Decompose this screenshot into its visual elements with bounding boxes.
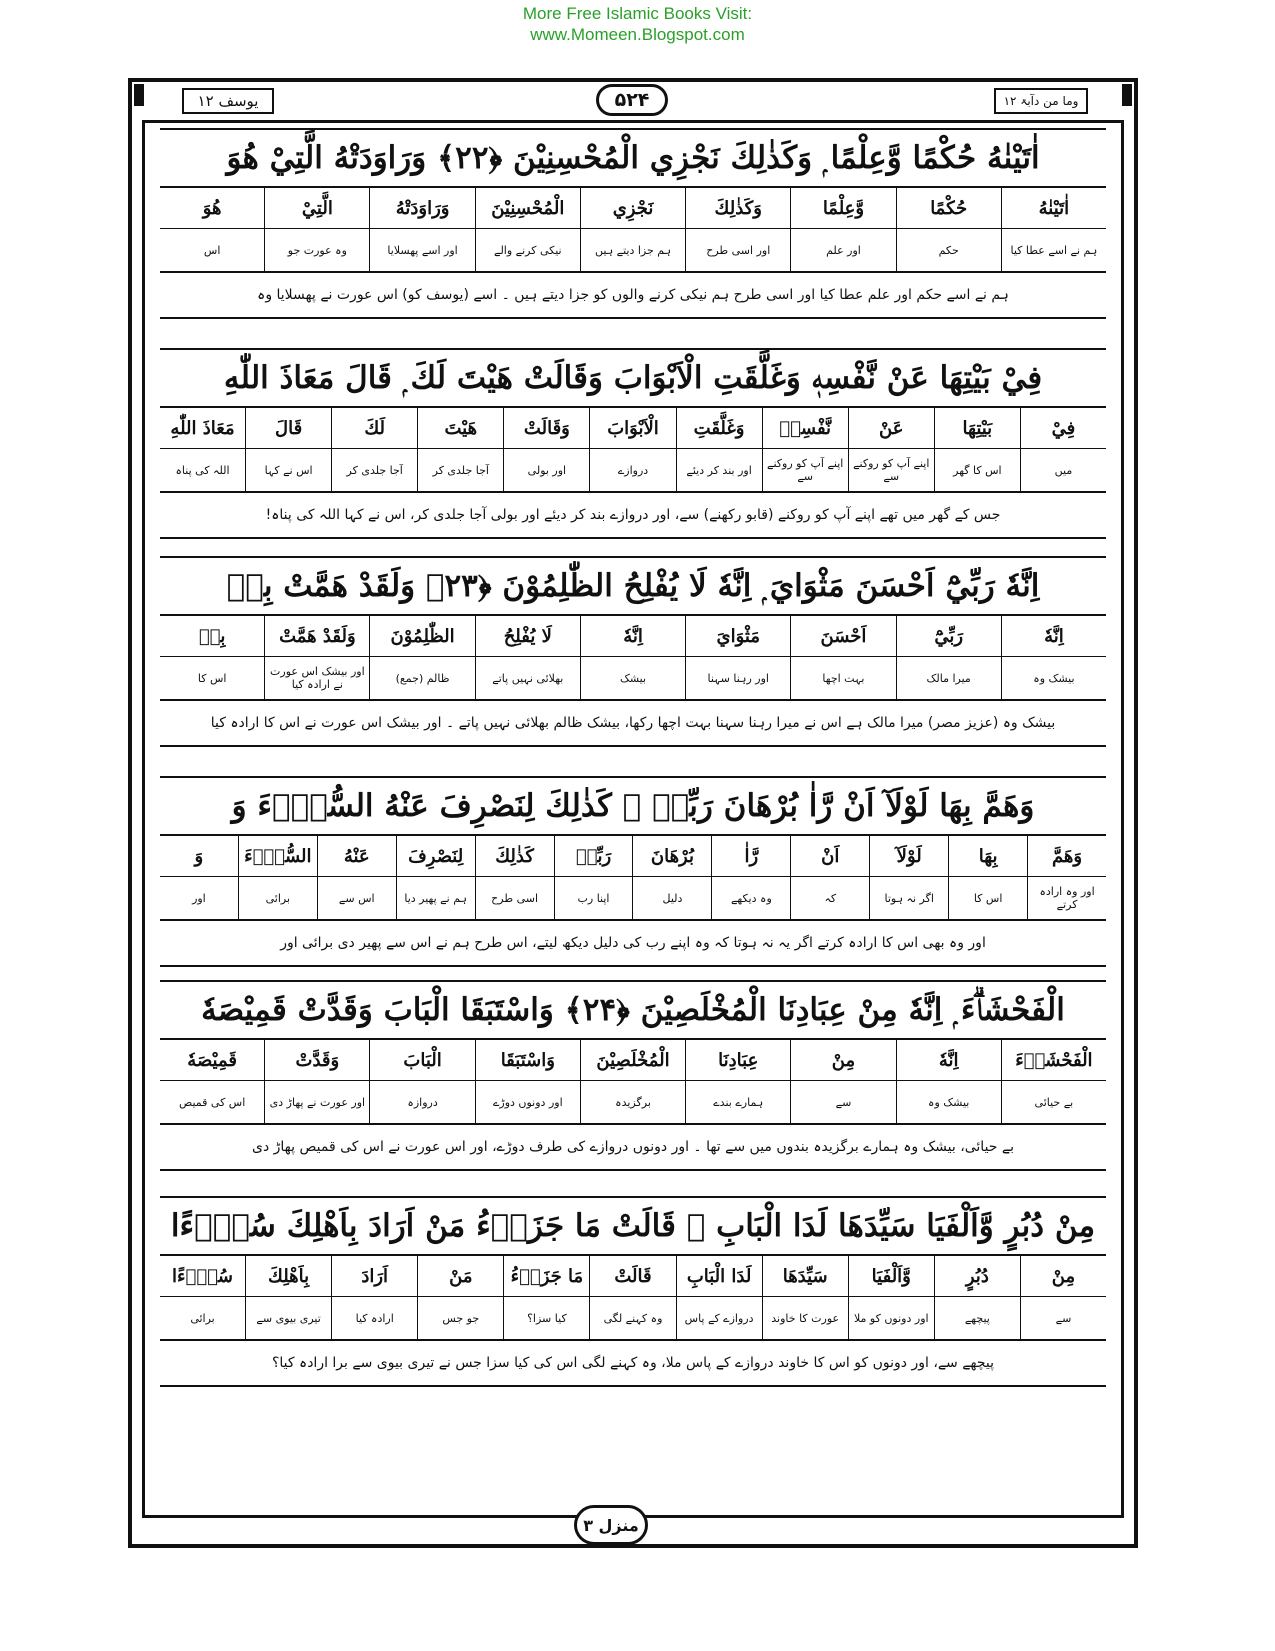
urdu-meaning: ارادہ کیا: [355, 1311, 394, 1325]
urdu-meaning: برگزیدہ: [615, 1095, 651, 1109]
arabic-word: رَبِّيْٓ: [897, 616, 1001, 657]
arabic-word: فِيْ: [1021, 408, 1106, 449]
arabic-verse-line: الْفَحْشَاۗءَ ۭ اِنَّهٗ مِنْ عِبَادِنَا الْمُخْلَصِيْنَ ﴿۲۴﴾ وَاسْتَبَقَا الْبَابَ وَقَدَّتْ قَمِيْصَهٗ: [160, 980, 1106, 1038]
word-cell: [264, 1040, 369, 1123]
urdu-meaning: آجا جلدی کر: [346, 463, 403, 477]
arabic-word: وَغَلَّقَتِ: [677, 408, 762, 449]
arabic-word: وَّاَلْفَيَا: [849, 1256, 934, 1297]
urdu-meaning: دروازہ: [407, 1095, 438, 1109]
urdu-translation: جس کے گھر میں تھے اپنے آپ کو روکنے (قابو رکھنے) سے، اور دروازے بند کر دیئے اور بولی آجا جلدی کر، اس نے کہا اللہ کی پناہ!: [160, 493, 1106, 539]
urdu-meaning: کہ: [824, 891, 837, 905]
urdu-meaning: اور بولی: [527, 463, 567, 477]
word-cell: [848, 1256, 934, 1339]
arabic-word: وَلَقَدْ هَمَّتْ: [265, 616, 369, 657]
urdu-meaning: اور رہنا سہنا: [707, 671, 769, 685]
urdu-meaning: بیشک: [620, 671, 647, 685]
word-cell: [160, 616, 264, 699]
arabic-word: رَبِّهٖ: [555, 836, 633, 877]
arabic-word: الْمُخْلَصِيْنَ: [581, 1040, 685, 1081]
arabic-word: بُرْهَانَ: [633, 836, 711, 877]
arabic-word: وَرَاوَدَتْهُ: [370, 188, 474, 229]
arabic-word: اِنَّهٗ: [897, 1040, 1001, 1081]
word-cell: [676, 408, 762, 491]
arabic-verse-line: وَهَمَّ بِهَا لَوْلَآ اَنْ رَّاٰ بُرْهَانَ رَبِّهٖ ۭ كَذٰلِكَ لِنَصْرِفَ عَنْهُ السُّوْۗءَ وَ: [160, 776, 1106, 834]
urdu-translation: بیشک وہ (عزیز مصر) میرا مالک ہے اس نے میرا رہنا سہنا بہت اچھا رکھا، بیشک ظالم بھلائی نہیں پاتے ۔ اور بیشک اس عورت نے اس کا ارادہ کیا: [160, 701, 1106, 747]
arabic-word: اِنَّهٗ: [581, 616, 685, 657]
arabic-word: السُّوْۗءَ: [239, 836, 317, 877]
urdu-meaning: ہم نے پھیر دیا: [404, 891, 467, 905]
word-cell: [475, 616, 580, 699]
word-cell: [160, 1256, 245, 1339]
arabic-word: وَ: [160, 836, 238, 877]
word-cell: [369, 616, 474, 699]
urdu-meaning: اس کی قمیص: [179, 1095, 246, 1109]
urdu-meaning: اگر نہ ہوتا: [884, 891, 934, 905]
word-cell: [1001, 1040, 1106, 1123]
word-cell: [589, 1256, 675, 1339]
word-cell: [632, 836, 711, 919]
urdu-meaning: اس کا گھر: [953, 463, 1002, 477]
word-cell: [790, 188, 895, 271]
arabic-word: وَقَالَتْ: [504, 408, 589, 449]
word-cell: [331, 1256, 417, 1339]
urdu-meaning: پیچھے: [964, 1311, 990, 1325]
word-cell: [264, 188, 369, 271]
verse-section: [160, 128, 1106, 319]
word-cell: [317, 836, 396, 919]
arabic-word: سَيِّدَهَا: [763, 1256, 848, 1297]
promo-link[interactable]: www.Momeen.Blogspot.com: [530, 25, 745, 44]
word-cell: [238, 836, 317, 919]
arabic-word: دُبُرٍ: [935, 1256, 1020, 1297]
arabic-word: اَحْسَنَ: [791, 616, 895, 657]
word-cell: [369, 188, 474, 271]
word-cell: [762, 1256, 848, 1339]
arabic-word: قَالَ: [246, 408, 331, 449]
word-cell: [1001, 616, 1106, 699]
word-cell: [790, 616, 895, 699]
arabic-word: نَجْزِي: [581, 188, 685, 229]
arabic-word: سُوْۗءًا: [160, 1256, 245, 1297]
urdu-meaning: ہم نے اسے عطا کیا: [1010, 243, 1098, 257]
urdu-meaning: اور اسی طرح: [706, 243, 771, 257]
word-by-word-grid: [160, 406, 1106, 493]
arabic-word: لِنَصْرِفَ: [397, 836, 475, 877]
word-cell: [790, 836, 869, 919]
urdu-translation: ہم نے اسے حکم اور علم عطا کیا اور اسی طرح ہم نیکی کرنے والوں کو جزا دیتے ہیں ۔ اسے (یوسف کو) اس عورت نے پھسلایا وہ: [160, 273, 1106, 319]
word-cell: [160, 836, 238, 919]
word-cell: [503, 1256, 589, 1339]
word-cell: [245, 408, 331, 491]
arabic-word: عَنْهُ: [318, 836, 396, 877]
arabic-word: هَيْتَ: [418, 408, 503, 449]
arabic-verse-line: فِيْ بَيْتِهَا عَنْ نَّفْسِهٖ وَغَلَّقَتِ الْاَبْوَابَ وَقَالَتْ هَيْتَ لَكَ ۭ قَالَ مَعَاذَ اللّٰهِ: [160, 348, 1106, 406]
urdu-meaning: ہمارے بندے: [713, 1095, 764, 1109]
arabic-word: بِاَهْلِكَ: [246, 1256, 331, 1297]
arabic-word: مِنْ: [791, 1040, 895, 1081]
word-cell: [711, 836, 790, 919]
word-cell: [848, 408, 934, 491]
corner-ornament: [1122, 84, 1132, 106]
arabic-word: لَا يُفْلِحُ: [476, 616, 580, 657]
urdu-meaning: اور اسے پھسلایا: [387, 243, 458, 257]
urdu-meaning: بیشک وہ: [928, 1095, 970, 1109]
urdu-meaning: برائی: [190, 1311, 215, 1325]
arabic-word: لَكَ: [332, 408, 417, 449]
arabic-word: اَنْ: [791, 836, 869, 877]
arabic-word: الْمُحْسِنِيْنَ: [476, 188, 580, 229]
corner-ornament: [134, 84, 144, 106]
word-cell: [1020, 408, 1106, 491]
urdu-meaning: وہ کہنے لگی: [603, 1311, 663, 1325]
urdu-translation: اور وہ بھی اس کا ارادہ کرتے اگر یہ نہ ہوتا کہ وہ اپنے رب کی دلیل دیکھ لیتے، اس طرح ہم نے اس سے پھیر دی برائی اور: [160, 921, 1106, 967]
urdu-meaning: برائی: [265, 891, 291, 905]
word-by-word-grid: [160, 614, 1106, 701]
urdu-meaning: عورت کا خاوند: [771, 1311, 840, 1325]
urdu-meaning: دروازے: [617, 463, 649, 477]
promo-line-1: More Free Islamic Books Visit:: [522, 4, 753, 23]
arabic-word: وَّعِلْمًا: [791, 188, 895, 229]
verse-section: [160, 980, 1106, 1171]
word-cell: [160, 1040, 264, 1123]
word-cell: [160, 408, 245, 491]
urdu-meaning: سے: [835, 1095, 852, 1109]
word-cell: [685, 188, 790, 271]
arabic-word: بَيْتِهَا: [935, 408, 1020, 449]
urdu-meaning: اور: [192, 891, 206, 905]
arabic-word: هُوَ: [160, 188, 264, 229]
page-number: ۵۲۴: [596, 84, 668, 116]
urdu-meaning: بے حیائی: [1034, 1095, 1074, 1109]
arabic-word: نَّفْسِهٖ: [763, 408, 848, 449]
urdu-meaning: اور علم: [826, 243, 861, 257]
word-cell: [589, 408, 675, 491]
arabic-word: مَثْوَايَ: [686, 616, 790, 657]
verse-section: [160, 776, 1106, 967]
urdu-meaning: جو جس: [442, 1311, 480, 1325]
manzil-marker: منزل ۳: [574, 1505, 648, 1545]
urdu-meaning: وہ دیکھے: [730, 891, 772, 905]
arabic-word: الْاَبْوَابَ: [590, 408, 675, 449]
urdu-meaning: اور عورت نے پھاڑ دی: [269, 1095, 366, 1109]
word-cell: [554, 836, 633, 919]
word-cell: [790, 1040, 895, 1123]
word-cell: [948, 836, 1027, 919]
urdu-meaning: اس کا: [197, 671, 227, 685]
arabic-word: وَقَدَّتْ: [265, 1040, 369, 1081]
word-cell: [580, 616, 685, 699]
arabic-word: الْفَحْشَاۗءَ: [1002, 1040, 1106, 1081]
arabic-word: لَوْلَآ: [870, 836, 948, 877]
urdu-meaning: دروازے کے پاس: [684, 1311, 754, 1325]
urdu-meaning: دلیل: [662, 891, 683, 905]
urdu-meaning: بیشک وہ: [1033, 671, 1075, 685]
urdu-meaning: اس کا: [973, 891, 1003, 905]
arabic-word: قَمِيْصَهٗ: [160, 1040, 264, 1081]
word-cell: [160, 188, 264, 271]
word-cell: [685, 1040, 790, 1123]
urdu-meaning: سے: [1055, 1311, 1072, 1325]
word-cell: [369, 1040, 474, 1123]
arabic-word: رَّاٰ: [712, 836, 790, 877]
word-cell: [896, 616, 1001, 699]
arabic-word: اَرَادَ: [332, 1256, 417, 1297]
urdu-meaning: بہت اچھا: [822, 671, 865, 685]
word-by-word-grid: [160, 834, 1106, 921]
urdu-meaning: اللہ کی پناہ: [175, 463, 230, 477]
urdu-meaning: آجا جلدی کر: [432, 463, 489, 477]
word-cell: [934, 1256, 1020, 1339]
urdu-meaning: اپنے آپ کو روکنے سے: [767, 457, 844, 483]
surah-label: یوسف ۱۲: [182, 88, 274, 114]
urdu-translation: بے حیائی، بیشک وہ ہمارے برگزیدہ بندوں میں سے تھا ۔ اور دونوں دروازے کی طرف دوڑے، اور اس عورت نے اس کی قمیص پھاڑ دی: [160, 1125, 1106, 1171]
arabic-word: مَا جَزَاۗءُ: [504, 1256, 589, 1297]
urdu-meaning: ہم جزا دیتے ہیں: [595, 243, 672, 257]
word-cell: [475, 1040, 580, 1123]
urdu-meaning: کیا سزا؟: [527, 1311, 567, 1325]
word-cell: [676, 1256, 762, 1339]
word-cell: [331, 408, 417, 491]
urdu-meaning: اور دونوں دوڑے: [492, 1095, 563, 1109]
urdu-meaning: ظالم (جمع): [395, 671, 450, 685]
verse-section: [160, 556, 1106, 747]
word-cell: [580, 1040, 685, 1123]
word-cell: [869, 836, 948, 919]
arabic-verse-line: اِنَّهٗ رَبِّيْٓ اَحْسَنَ مَثْوَايَ ۭ اِنَّهٗ لَا يُفْلِحُ الظّٰلِمُوْنَ ﴿۲۳﴾ وَلَقَدْ هَمَّتْ بِهٖ: [160, 556, 1106, 614]
arabic-word: اِنَّهٗ: [1002, 616, 1106, 657]
arabic-word: الَّتِيْ: [265, 188, 369, 229]
word-cell: [896, 1040, 1001, 1123]
arabic-word: عَنْ: [849, 408, 934, 449]
word-cell: [1027, 836, 1106, 919]
urdu-meaning: بھلائی نہیں پاتے: [492, 671, 564, 685]
arabic-word: كَذٰلِكَ: [476, 836, 554, 877]
word-cell: [417, 1256, 503, 1339]
para-label: وما من دآبۃ ۱۲: [994, 88, 1088, 114]
arabic-verse-line: اٰتَيْنٰهُ حُكْمًا وَّعِلْمًا ۭ وَكَذٰلِكَ نَجْزِي الْمُحْسِنِيْنَ ﴿۲۲﴾ وَرَاوَدَتْهُ الَّتِيْ هُوَ: [160, 128, 1106, 186]
arabic-word: مَعَاذَ اللّٰهِ: [160, 408, 245, 449]
arabic-word: بِهٖ: [160, 616, 264, 657]
promo-banner: [0, 3, 1275, 45]
word-cell: [580, 188, 685, 271]
word-cell: [417, 408, 503, 491]
word-cell: [264, 616, 369, 699]
arabic-word: قَالَتْ: [590, 1256, 675, 1297]
urdu-meaning: نیکی کرنے والے: [494, 243, 562, 257]
arabic-word: الظّٰلِمُوْنَ: [370, 616, 474, 657]
urdu-meaning: اس سے: [338, 891, 375, 905]
arabic-word: بِهَا: [949, 836, 1027, 877]
word-by-word-grid: [160, 186, 1106, 273]
arabic-word: وَاسْتَبَقَا: [476, 1040, 580, 1081]
arabic-verse-line: مِنْ دُبُرٍ وَّاَلْفَيَا سَيِّدَهَا لَدَا الْبَابِ ۭ قَالَتْ مَا جَزَاۗءُ مَنْ اَرَادَ بِاَهْلِكَ سُوْۗءًا: [160, 1196, 1106, 1254]
urdu-meaning: اپنے آپ کو روکنے سے: [853, 457, 930, 483]
word-cell: [475, 188, 580, 271]
urdu-meaning: اور دونوں کو ملا: [853, 1311, 929, 1325]
word-cell: [1020, 1256, 1106, 1339]
arabic-word: اٰتَيْنٰهُ: [1002, 188, 1106, 229]
arabic-word: وَكَذٰلِكَ: [686, 188, 790, 229]
urdu-meaning: وہ عورت جو: [287, 243, 347, 257]
arabic-word: عِبَادِنَا: [686, 1040, 790, 1081]
urdu-translation: پیچھے سے، اور دونوں کو اس کا خاوند دروازے کے پاس ملا، وہ کہنے لگی اس کی کیا سزا جس نے تیری بیوی سے برا ارادہ کیا؟: [160, 1341, 1106, 1387]
word-cell: [762, 408, 848, 491]
urdu-meaning: اور بند کر دیئے: [686, 463, 752, 477]
arabic-word: مِنْ: [1021, 1256, 1106, 1297]
word-cell: [503, 408, 589, 491]
arabic-word: لَدَا الْبَابِ: [677, 1256, 762, 1297]
urdu-meaning: تیری بیوی سے: [256, 1311, 321, 1325]
urdu-meaning: حکم: [938, 243, 959, 257]
verse-section: [160, 1196, 1106, 1387]
arabic-word: الْبَابَ: [370, 1040, 474, 1081]
word-cell: [245, 1256, 331, 1339]
urdu-meaning: اس: [203, 243, 221, 257]
word-cell: [934, 408, 1020, 491]
urdu-meaning: اور بیشک اس عورت نے ارادہ کیا: [270, 665, 365, 691]
word-cell: [1001, 188, 1106, 271]
urdu-meaning: میرا مالک: [926, 671, 971, 685]
arabic-word: حُكْمًا: [897, 188, 1001, 229]
arabic-word: وَهَمَّ: [1028, 836, 1106, 877]
verse-section: [160, 348, 1106, 539]
urdu-meaning: میں: [1054, 463, 1073, 477]
urdu-meaning: اور وہ ارادہ کرتے: [1039, 885, 1095, 911]
word-by-word-grid: [160, 1254, 1106, 1341]
word-cell: [475, 836, 554, 919]
urdu-meaning: اسی طرح: [491, 891, 539, 905]
word-cell: [896, 188, 1001, 271]
arabic-word: مَنْ: [418, 1256, 503, 1297]
word-cell: [685, 616, 790, 699]
word-cell: [396, 836, 475, 919]
word-by-word-grid: [160, 1038, 1106, 1125]
urdu-meaning: اس نے کہا: [264, 463, 313, 477]
urdu-meaning: اپنا رب: [577, 891, 610, 905]
